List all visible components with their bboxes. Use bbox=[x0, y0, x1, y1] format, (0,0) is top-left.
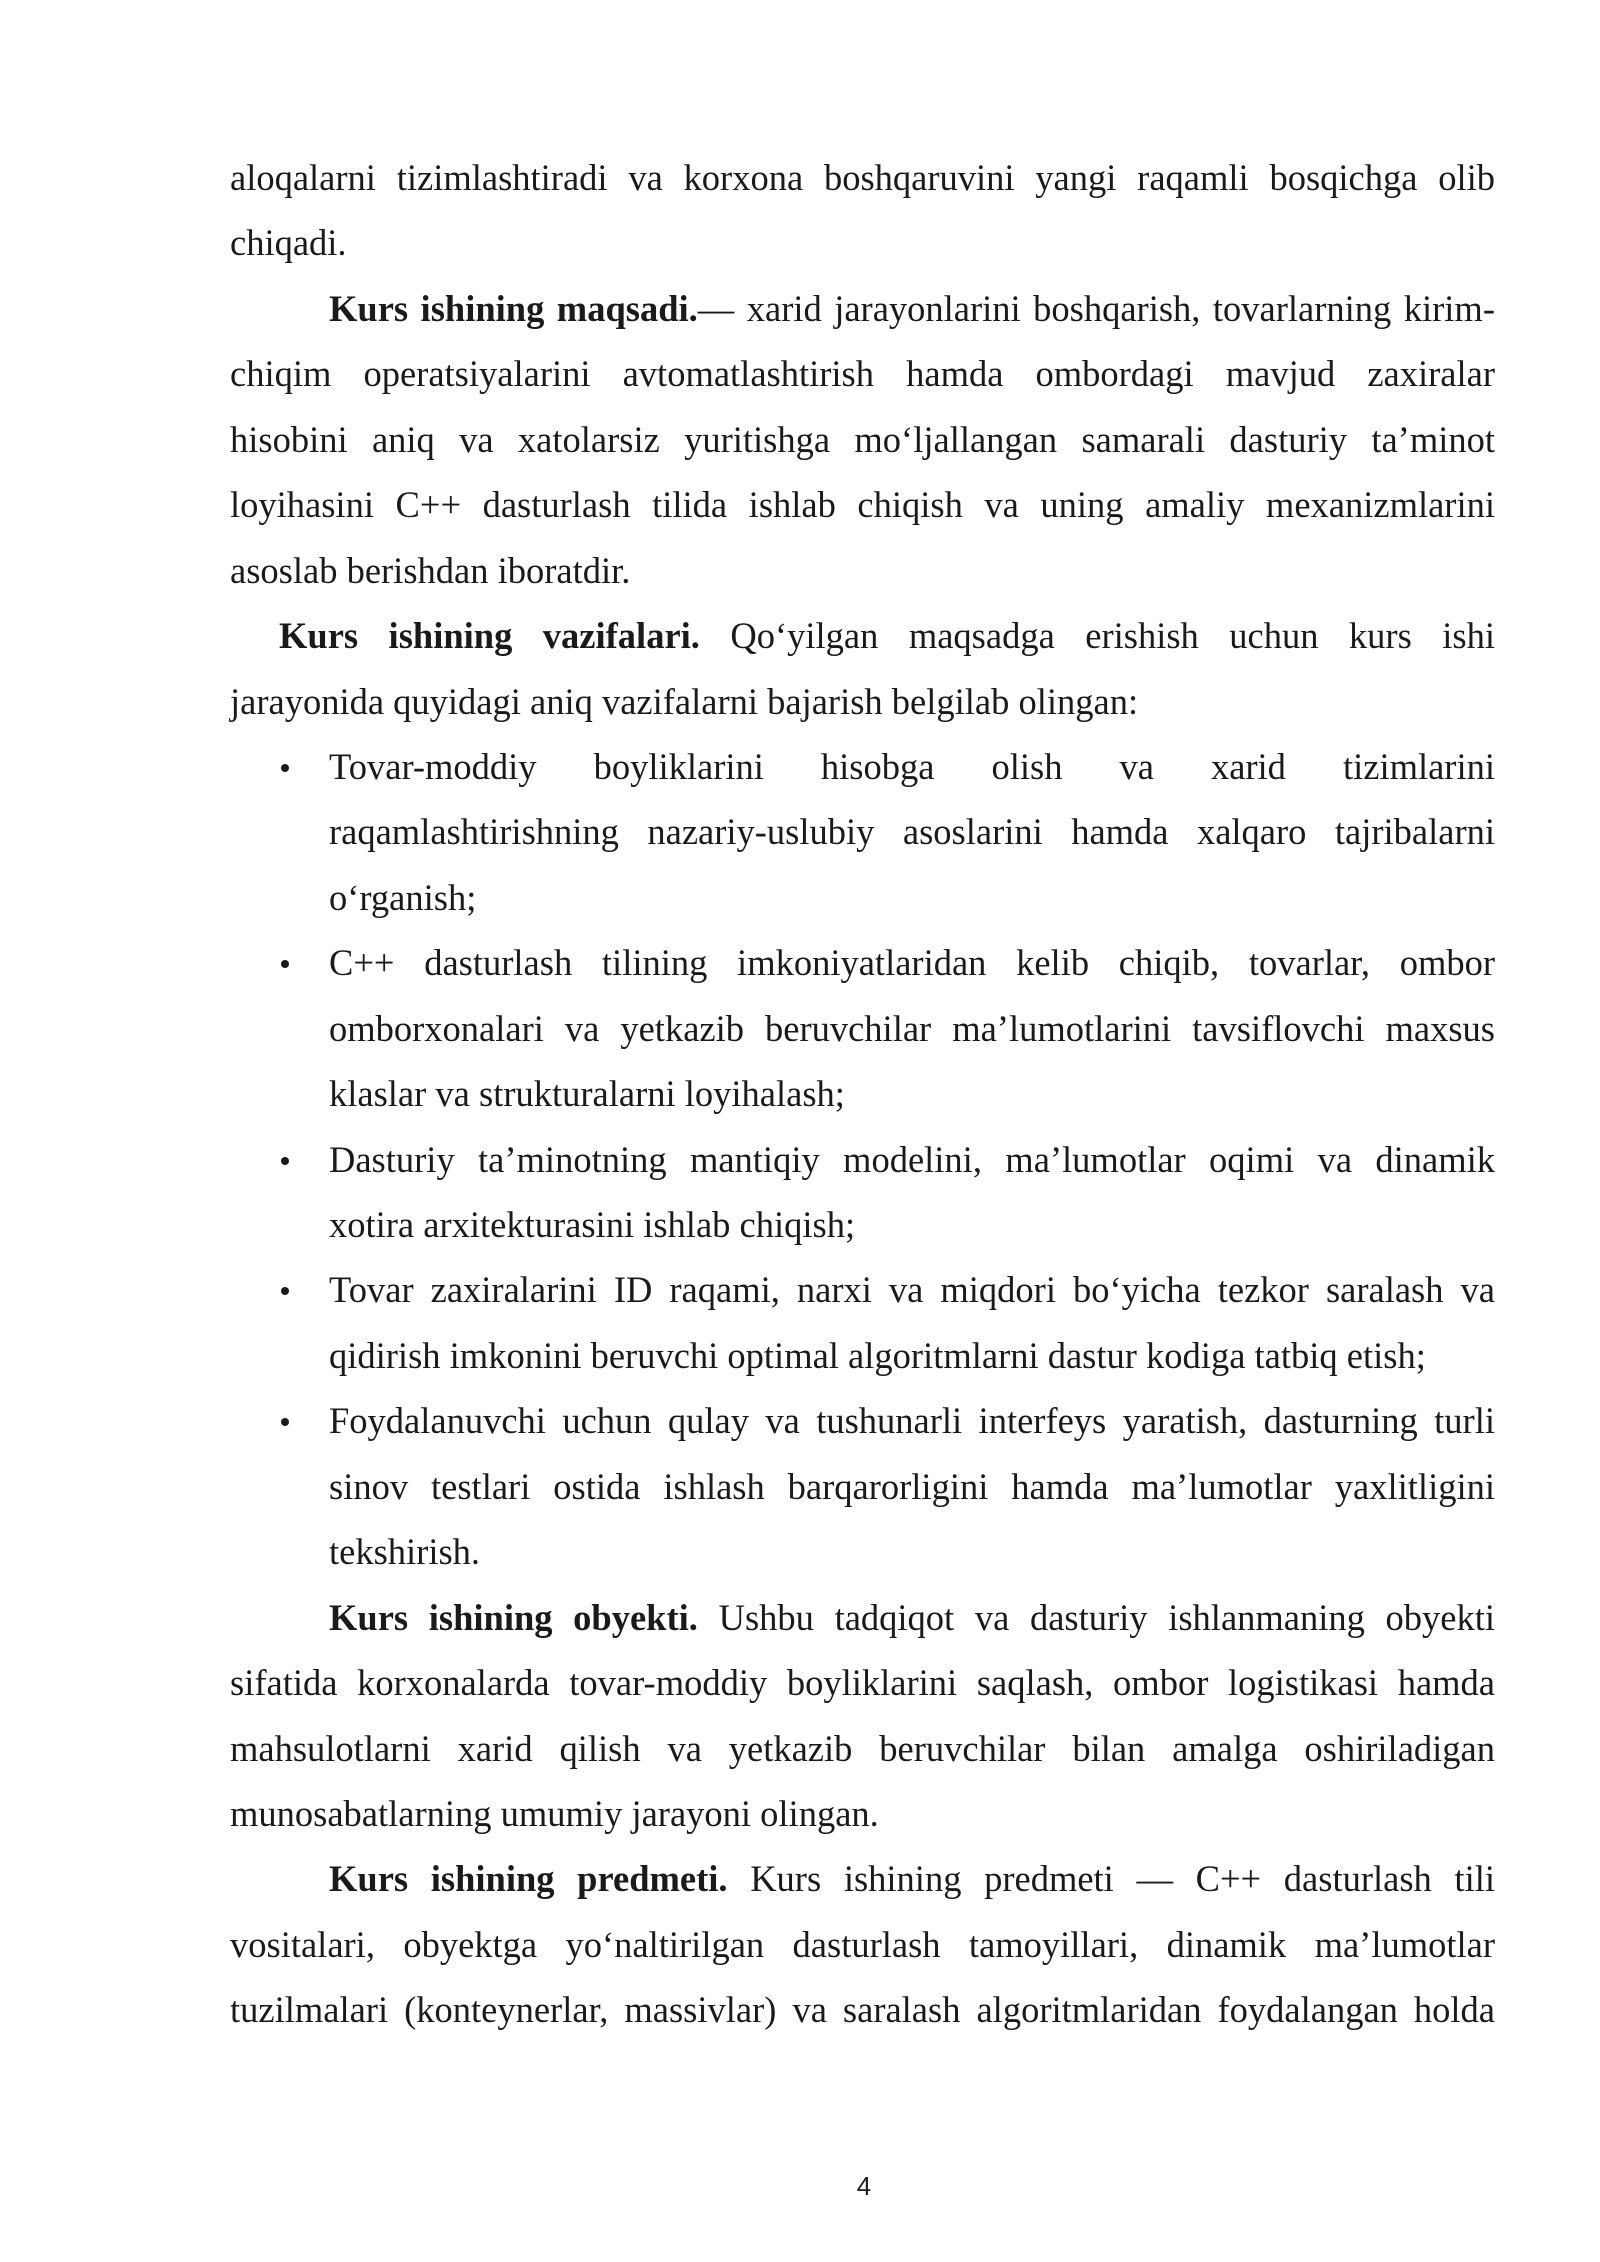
goal-line: chiqim operatsiyalarini avtomatlashtirish hamda ombordagi mavjud zaxiralar bbox=[230, 353, 1495, 395]
goal-line: hisobini aniq va xatolarsiz yuritishga mo‘ljallangan samarali dasturiy ta’minot bbox=[230, 418, 1495, 460]
task-item-line: klaslar va strukturalarni loyihalash; bbox=[329, 1073, 845, 1115]
task-item-line: Tovar zaxiralarini ID raqami, narxi va miqdori bo‘yicha tezkor saralash va bbox=[329, 1269, 1495, 1311]
intro-line: chiqadi. bbox=[230, 222, 347, 264]
task-item-line: omborxonalari va yetkazib beruvchilar ma’lumotlarini tavsiflovchi maxsus bbox=[329, 1007, 1495, 1049]
goal-line: loyihasini C++ dasturlash tilida ishlab chiqish va uning amaliy mexanizmlarini bbox=[230, 484, 1495, 526]
subject-lead-text: Kurs ishining predmeti — C++ dasturlash tili bbox=[750, 1858, 1495, 1900]
object-first-line bbox=[230, 1585, 1495, 1650]
task-list-item bbox=[230, 1388, 1495, 1584]
task-item-line: xotira arxitekturasini ishlab chiqish; bbox=[329, 1204, 856, 1245]
task-item-line: sinov testlari ostida ishlash barqarorligini hamda ma’lumotlar yaxlitligini bbox=[329, 1465, 1495, 1507]
task-item-line: Dasturiy ta’minotning mantiqiy modelini, ma’lumotlar oqimi va dinamik bbox=[329, 1138, 1495, 1180]
bullet-icon bbox=[281, 1157, 289, 1165]
intro-line: aloqalarni tizimlashtiradi va korxona boshqaruvini yangi raqamli bosqichga olib bbox=[230, 157, 1495, 198]
goal-first-line bbox=[230, 276, 1495, 341]
subject-line: tuzilmalari (konteynerlar, massivlar) va saralash algoritmlaridan foydalangan holda bbox=[230, 1989, 1495, 2031]
page-body bbox=[230, 145, 1495, 2043]
bullet-icon bbox=[281, 764, 289, 772]
task-list-item bbox=[230, 1257, 1495, 1388]
task-item-line: Tovar-moddiy boyliklarini hisobga olish va xarid tizimlarini bbox=[329, 745, 1495, 787]
object-line: mahsulotlarni xarid qilish va yetkazib beruvchilar bilan amalga oshiriladigan bbox=[230, 1727, 1495, 1769]
tasks-heading: Kurs ishining vazifalari. bbox=[279, 615, 700, 657]
page-number: 4 bbox=[856, 2171, 872, 2201]
task-item-line: C++ dasturlash tilining imkoniyatlaridan kelib chiqib, tovarlar, ombor bbox=[329, 942, 1495, 984]
task-list-item bbox=[230, 1127, 1495, 1258]
task-item-line: Foydalanuvchi uchun qulay va tushunarli interfeys yaratish, dasturning turli bbox=[329, 1400, 1495, 1442]
tasks-lead-text: Qo‘yilgan maqsadga erishish uchun kurs ishi bbox=[730, 615, 1495, 657]
tasks-first-line bbox=[230, 603, 1495, 668]
object-heading: Kurs ishining obyekti. bbox=[329, 1596, 698, 1638]
goal-lead-text: — xarid jarayonlarini boshqarish, tovarlarning kirim- bbox=[697, 287, 1495, 329]
task-item-line: qidirish imkonini beruvchi optimal algoritmlarni dastur kodiga tatbiq etish; bbox=[329, 1334, 1426, 1376]
subject-line: vositalari, obyektga yo‘naltirilgan dasturlash tamoyillari, dinamik ma’lumotlar bbox=[230, 1923, 1495, 1965]
object-line: munosabatlarning umumiy jarayoni olingan. bbox=[230, 1792, 879, 1834]
subject-heading: Kurs ishining predmeti. bbox=[329, 1858, 728, 1900]
task-list-item bbox=[230, 734, 1495, 930]
object-lead-text: Ushbu tadqiqot va dasturiy ishlanmaning obyekti bbox=[718, 1596, 1496, 1638]
task-item-line: raqamlashtirishning nazariy-uslubiy asoslarini hamda xalqaro tajribalarni bbox=[329, 811, 1495, 853]
tasks-line: jarayonida quyidagi aniq vazifalarni bajarish belgilab olingan: bbox=[230, 680, 1139, 722]
task-item-line: tekshirish. bbox=[329, 1531, 481, 1573]
goal-heading: Kurs ishining maqsadi. bbox=[329, 287, 698, 329]
task-list-item bbox=[230, 930, 1495, 1126]
object-line: sifatida korxonalarda tovar-moddiy boyliklarini saqlash, ombor logistikasi hamda bbox=[230, 1662, 1495, 1704]
task-item-line: o‘rganish; bbox=[329, 876, 477, 918]
subject-first-line bbox=[230, 1846, 1495, 1911]
goal-line: asoslab berishdan iboratdir. bbox=[230, 549, 631, 591]
